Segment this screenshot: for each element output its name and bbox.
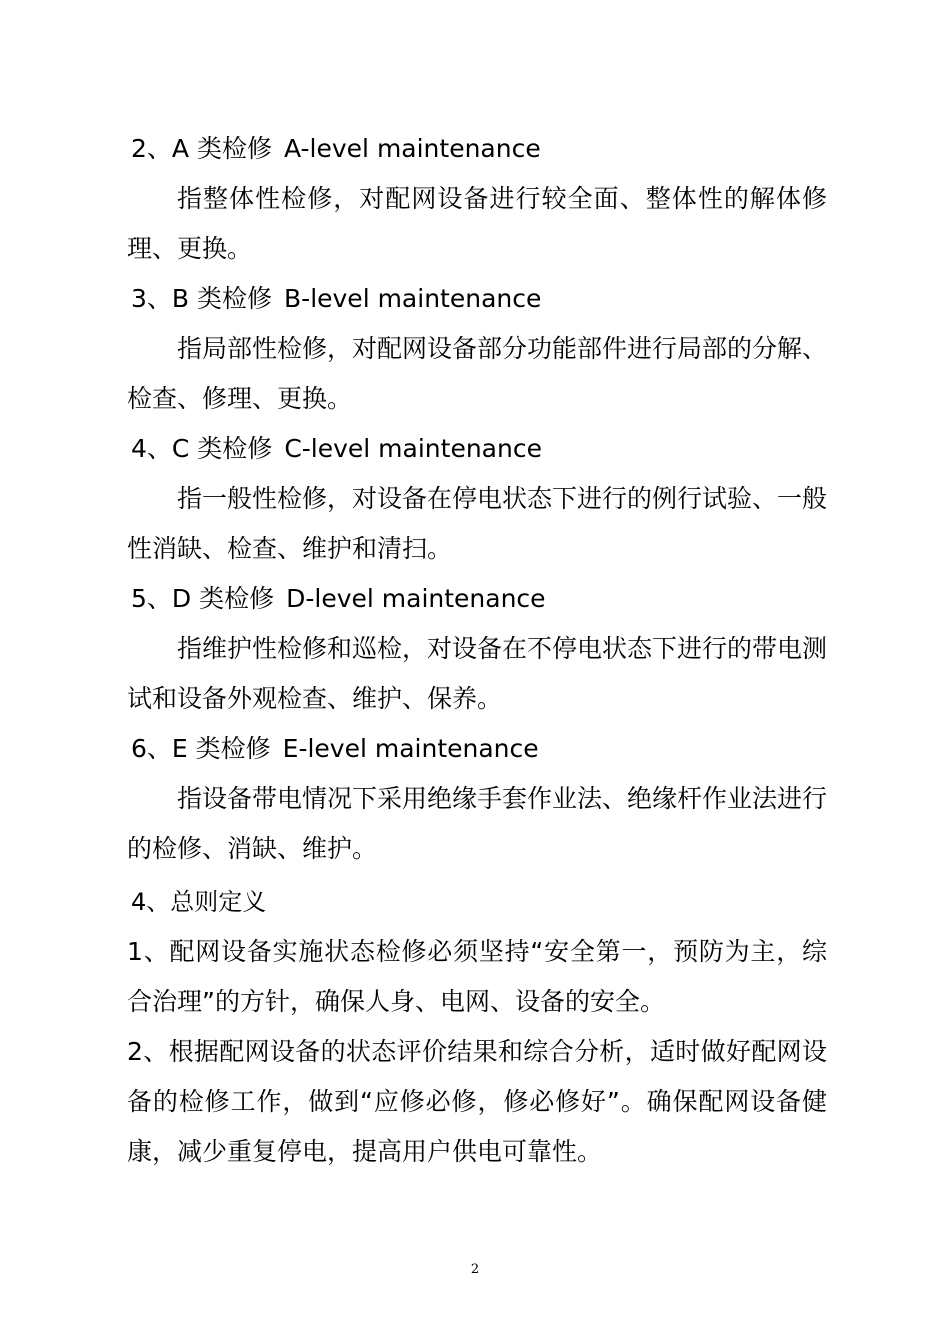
item-heading-d <box>127 574 827 624</box>
item-heading-cn: 5、D 类检修 <box>131 584 275 613</box>
item-heading-cn: 6、E 类检修 <box>131 734 271 763</box>
item-heading-c <box>127 424 827 474</box>
item-body-b: 指局部性检修，对配网设备部分功能部件进行局部的分解、检查、修理、更换。 <box>127 334 828 413</box>
item-heading-en: D-level maintenance <box>286 584 546 613</box>
item-heading-en: E-level maintenance <box>282 734 539 763</box>
item-heading-b <box>127 274 827 324</box>
item-heading-en: A-level maintenance <box>283 134 541 163</box>
item-body-d: 指维护性检修和巡检，对设备在不停电状态下进行的带电测试和设备外观检查、维护、保养。 <box>127 634 828 713</box>
item-heading-cn: 3、B 类检修 <box>131 284 273 313</box>
page-number: 2 <box>470 1262 480 1277</box>
item-heading-en: C-level maintenance <box>284 434 542 463</box>
item-body-c: 指一般性检修，对设备在停电状态下进行的例行试验、一般性消缺、检查、维护和清扫。 <box>127 484 828 563</box>
item-heading-a <box>127 124 827 174</box>
section-paragraph-2: 2、根据配网设备的状态评价结果和综合分析，适时做好配网设备的检修工作，做到“应修必修，修必修好”。确保配网设备健康，减少重复停电，提高用户供电可靠性。 <box>127 1037 827 1166</box>
document-body <box>127 124 827 1177</box>
item-body-e: 指设备带电情况下采用绝缘手套作业法、绝缘杆作业法进行的检修、消缺、维护。 <box>127 784 828 863</box>
item-heading-e <box>127 724 827 774</box>
item-heading-cn: 2、A 类检修 <box>131 134 272 163</box>
item-body-a: 指整体性检修，对配网设备进行较全面、整体性的解体修理、更换。 <box>127 184 827 263</box>
item-heading-cn: 4、C 类检修 <box>131 434 273 463</box>
item-heading-en: B-level maintenance <box>284 284 542 313</box>
section-title: 4、总则定义 <box>131 888 267 916</box>
section-paragraph-1: 1、配网设备实施状态检修必须坚持“安全第一，预防为主，综合治理”的方针，确保人身、电网、设备的安全。 <box>127 937 827 1016</box>
